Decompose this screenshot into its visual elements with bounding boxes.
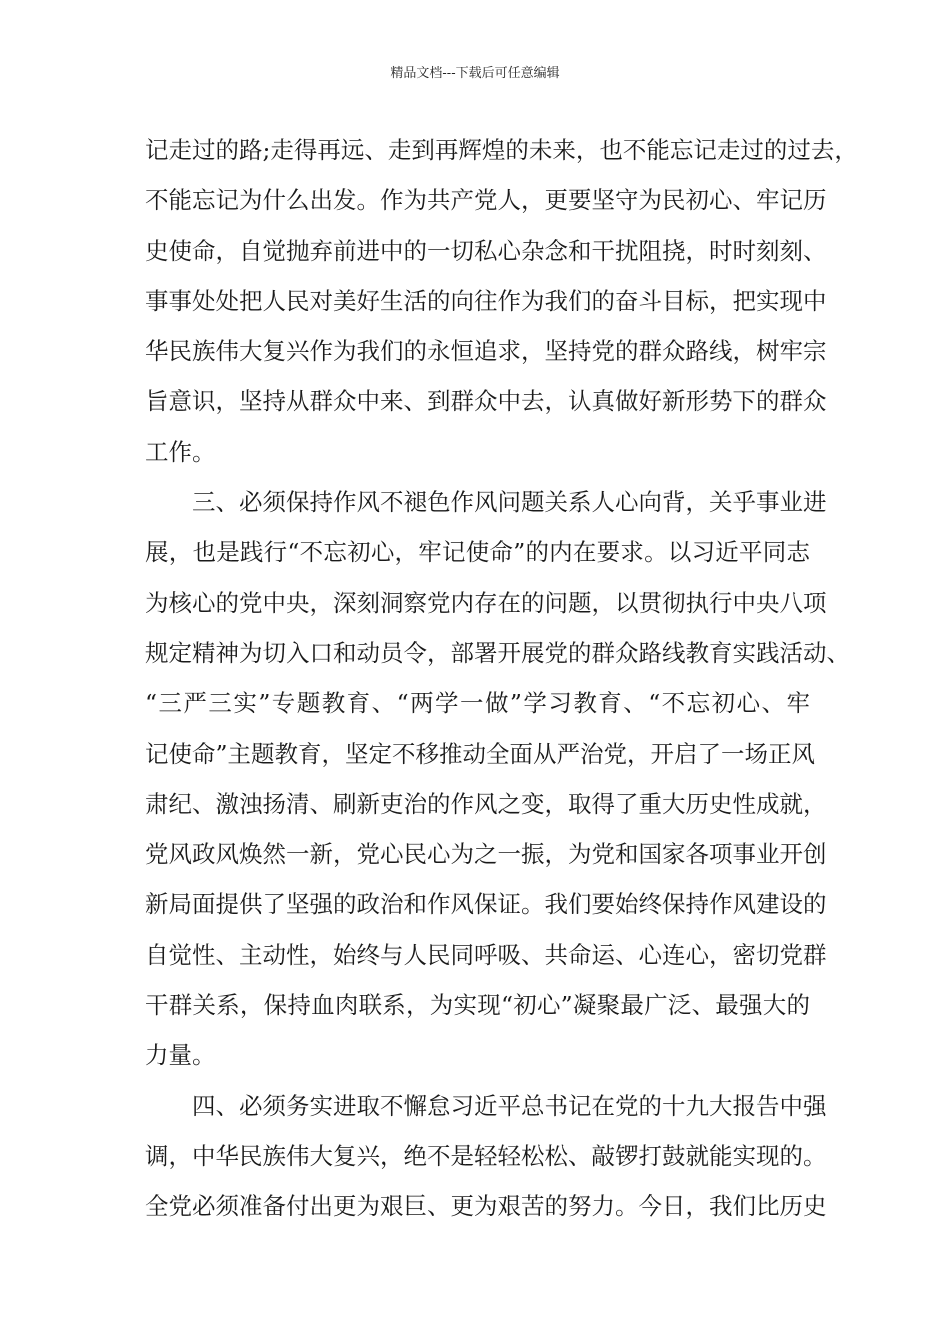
text-line: 干群关系，保持血肉联系，为实现“初心”凝聚最广泛、最强大的 bbox=[145, 991, 810, 1020]
text-line: 党风政风焕然一新，党心民心为之一振，为党和国家各项事业开创 bbox=[145, 840, 827, 869]
text-line: 肃纪、激浊扬清、刷新吏治的作风之变，取得了重大历史性成就， bbox=[145, 789, 827, 818]
text-line: 自觉性、主动性，始终与人民同呼吸、共命运、心连心，密切党群 bbox=[145, 940, 827, 969]
text-line: 为核心的党中央，深刻洞察党内存在的问题，以贯彻执行中央八项 bbox=[145, 588, 827, 617]
text-line: “三严三实”专题教育、“两学一做”学习教育、“不忘初心、牢 bbox=[145, 689, 810, 718]
text-line: 记走过的路;走得再远、走到再辉煌的未来，也不能忘记走过的过去， bbox=[145, 136, 858, 164]
text-line: 工作。 bbox=[145, 437, 216, 466]
page-header: 精品文档---下载后可任意编辑 bbox=[390, 66, 560, 81]
document-body bbox=[145, 125, 858, 1232]
text-line: 旨意识，坚持从群众中来、到群众中去，认真做好新形势下的群众 bbox=[145, 387, 827, 416]
text-line: 记使命”主题教育，坚定不移推动全面从严治党，开启了一场正风 bbox=[145, 739, 816, 768]
text-line: 不能忘记为什么出发。作为共产党人，更要坚守为民初心、牢记历 bbox=[145, 186, 827, 215]
text-line: 规定精神为切入口和动员令，部署开展党的群众路线教育实践活动、 bbox=[145, 638, 850, 667]
text-line: 四、必须务实进取不懈怠习近平总书记在党的十九大报告中强 bbox=[192, 1091, 827, 1120]
text-line: 全党必须准备付出更为艰巨、更为艰苦的努力。今日，我们比历史 bbox=[145, 1192, 827, 1221]
text-line: 三、必须保持作风不褪色作风问题关系人心向背，关乎事业进 bbox=[192, 488, 827, 517]
text-line: 力量。 bbox=[145, 1041, 216, 1070]
text-line: 华民族伟大复兴作为我们的永恒追求，坚持党的群众路线，树牢宗 bbox=[145, 337, 827, 366]
text-line: 史使命，自觉抛弃前进中的一切私心杂念和干扰阻挠，时时刻刻、 bbox=[145, 236, 827, 265]
text-line: 新局面提供了坚强的政治和作风保证。我们要始终保持作风建设的 bbox=[145, 890, 827, 919]
text-line: 事事处处把人民对美好生活的向往作为我们的奋斗目标，把实现中 bbox=[145, 286, 827, 315]
text-line: 展，也是践行“不忘初心，牢记使命”的内在要求。以习近平同志 bbox=[145, 538, 810, 567]
text-line: 调，中华民族伟大复兴，绝不是轻轻松松、敲锣打鼓就能实现的。 bbox=[145, 1141, 827, 1170]
